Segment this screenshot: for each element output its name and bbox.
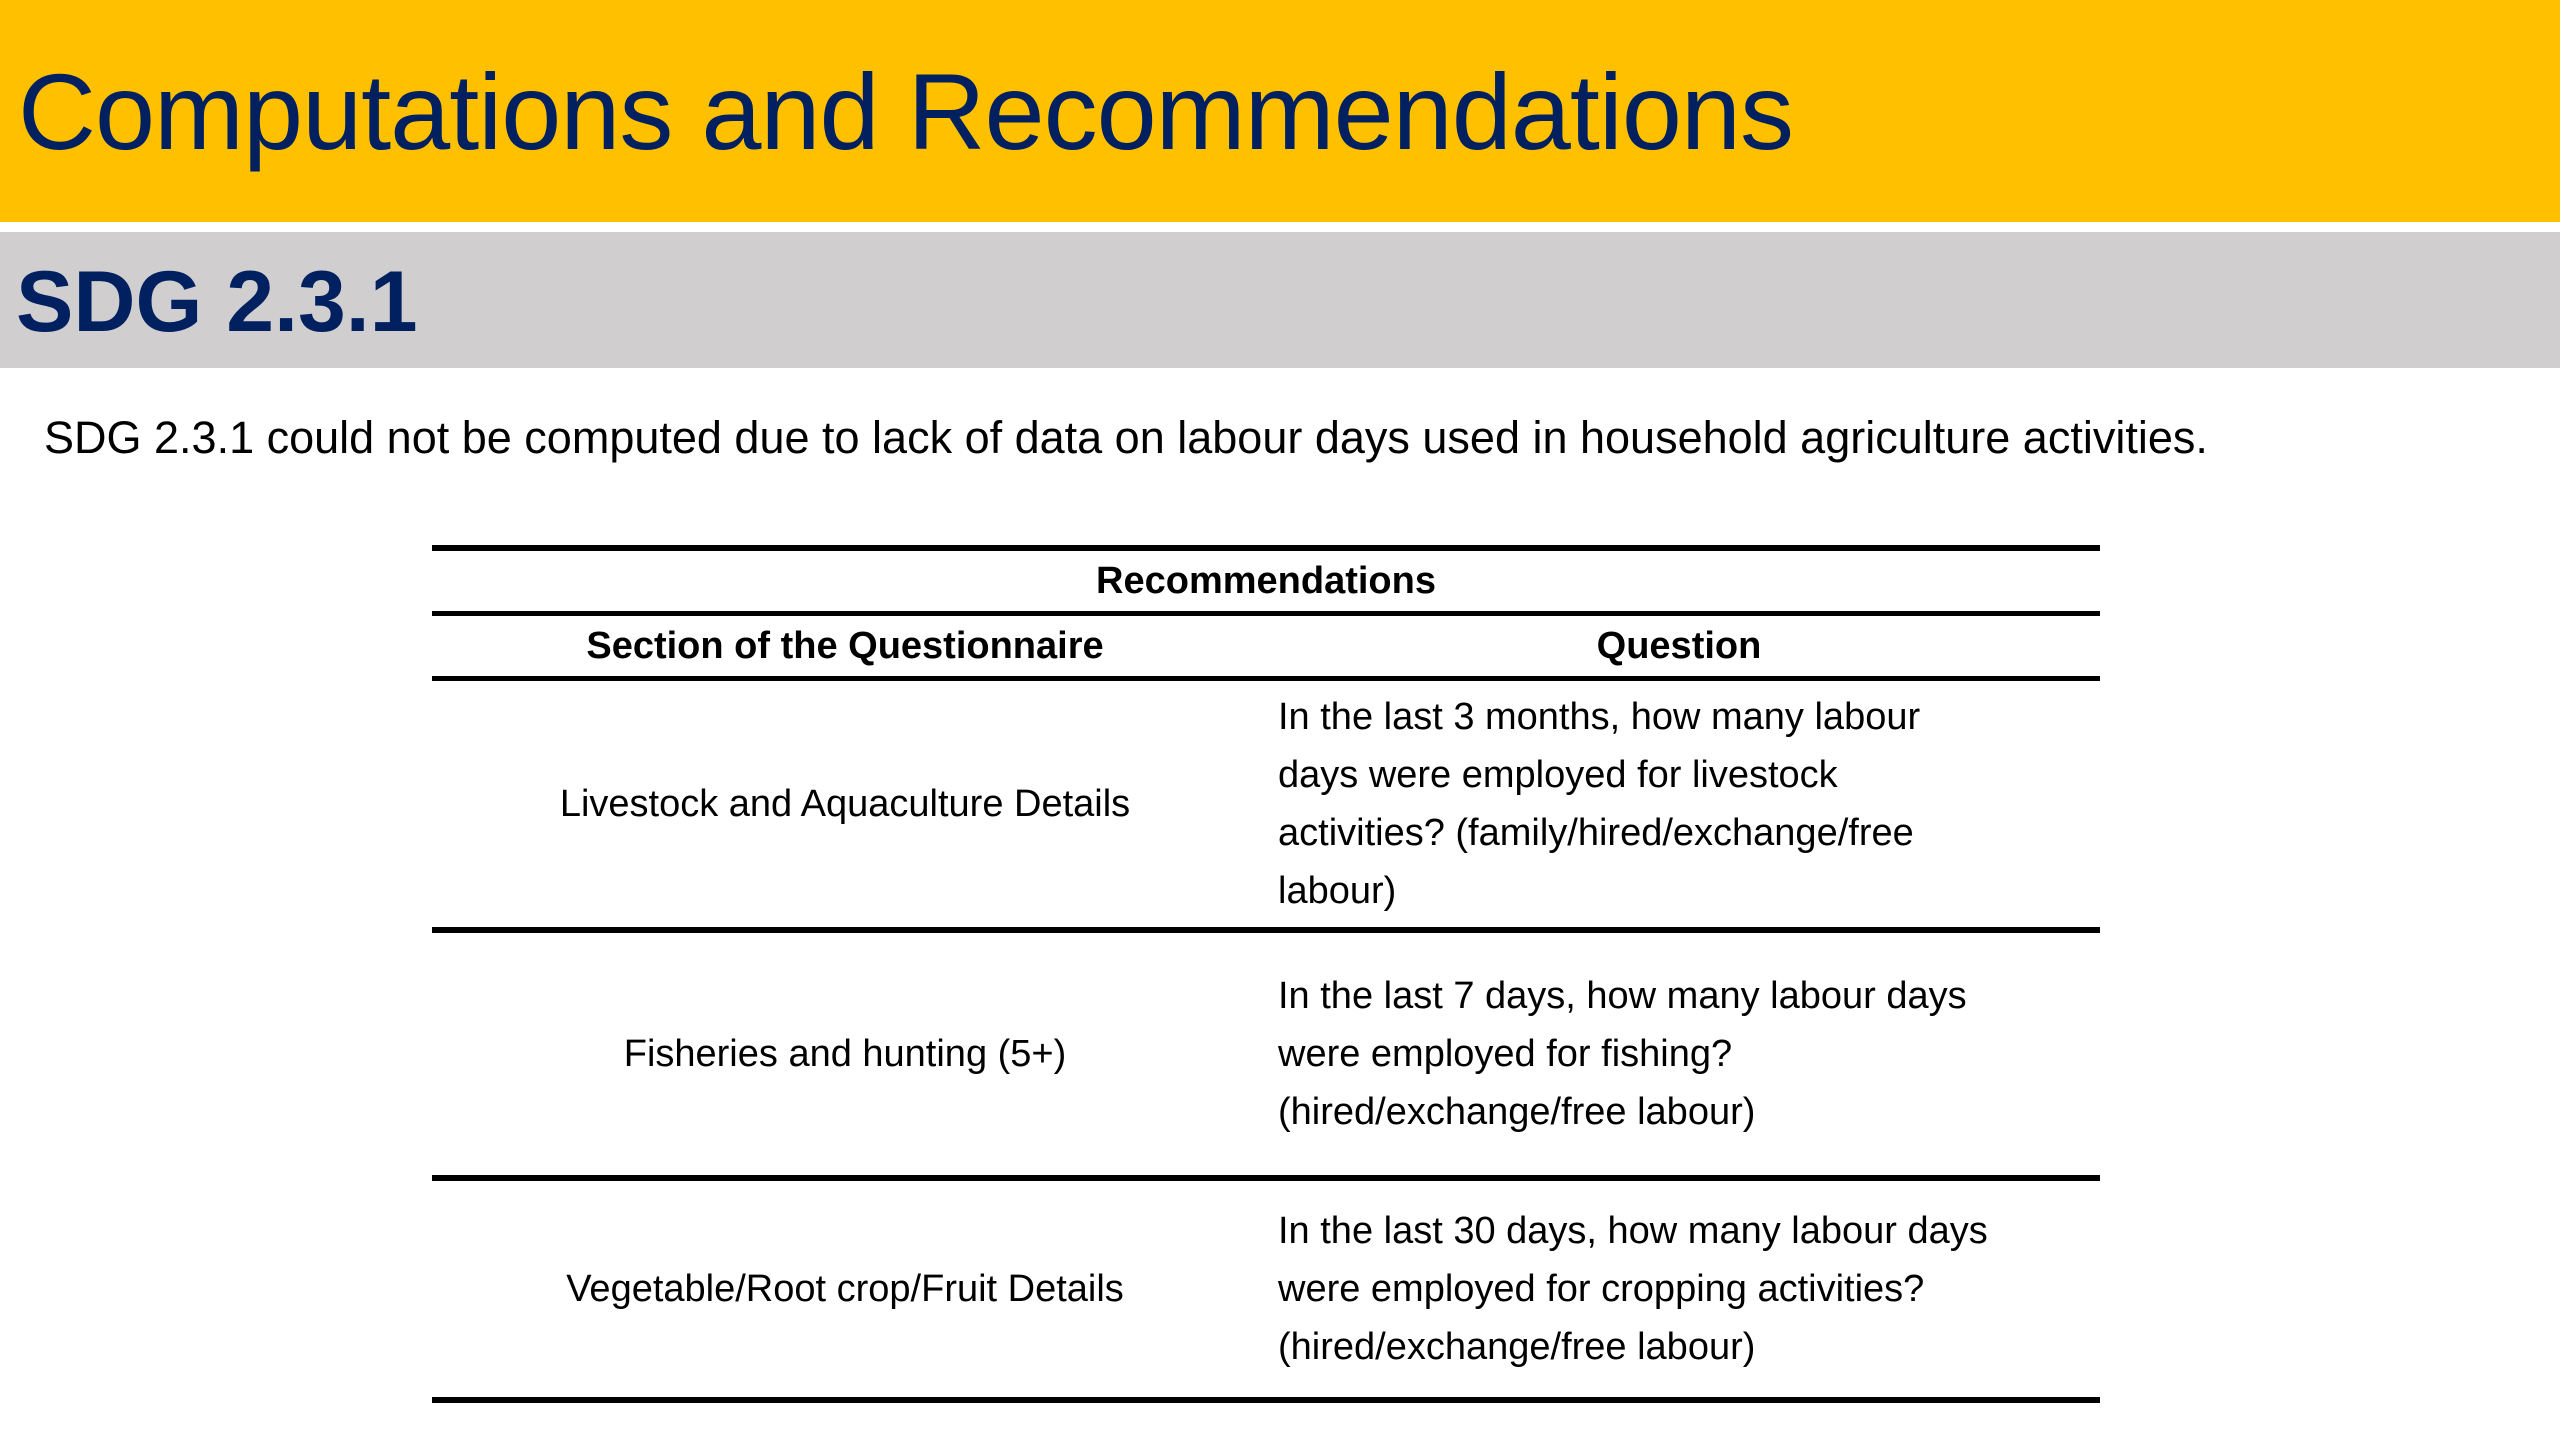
section-cell: Livestock and Aquaculture Details	[432, 679, 1258, 931]
question-cell	[1258, 930, 2100, 1178]
table-title: Recommendations	[432, 548, 2100, 614]
question-line: In the last 3 months, how many labour	[1278, 696, 1921, 738]
table-row	[432, 1178, 2100, 1400]
column-header-section: Section of the Questionnaire	[432, 614, 1258, 679]
intro-text: SDG 2.3.1 could not be computed due to lack of data on labour days used in household agriculture activities.	[44, 412, 2208, 463]
title-bar	[0, 0, 2560, 222]
question-line: were employed for cropping activities?	[1278, 1268, 1925, 1310]
recommendations-table	[432, 545, 2100, 1403]
question-line: were employed for fishing?	[1278, 1033, 1733, 1075]
table-row	[432, 679, 2100, 931]
page-title: Computations and Recommendations	[18, 51, 1793, 172]
question-line: days were employed for livestock	[1278, 754, 1838, 796]
question-line: (hired/exchange/free labour)	[1278, 1326, 1756, 1368]
question-line: labour)	[1278, 870, 1397, 912]
question-line: activities? (family/hired/exchange/free	[1278, 812, 1914, 854]
question-cell	[1258, 679, 2100, 931]
question-line: In the last 30 days, how many labour days	[1278, 1210, 1988, 1252]
question-line: (hired/exchange/free labour)	[1278, 1091, 1756, 1133]
section-cell: Fisheries and hunting (5+)	[432, 930, 1258, 1178]
subtitle-bar	[0, 232, 2560, 368]
table-row	[432, 930, 2100, 1178]
section-cell: Vegetable/Root crop/Fruit Details	[432, 1178, 1258, 1400]
column-header-question: Question	[1258, 614, 2100, 679]
question-cell	[1258, 1178, 2100, 1400]
question-line: In the last 7 days, how many labour days	[1278, 975, 1967, 1017]
table-header-row	[432, 614, 2100, 679]
table-title-row	[432, 548, 2100, 614]
section-subtitle: SDG 2.3.1	[16, 254, 418, 350]
